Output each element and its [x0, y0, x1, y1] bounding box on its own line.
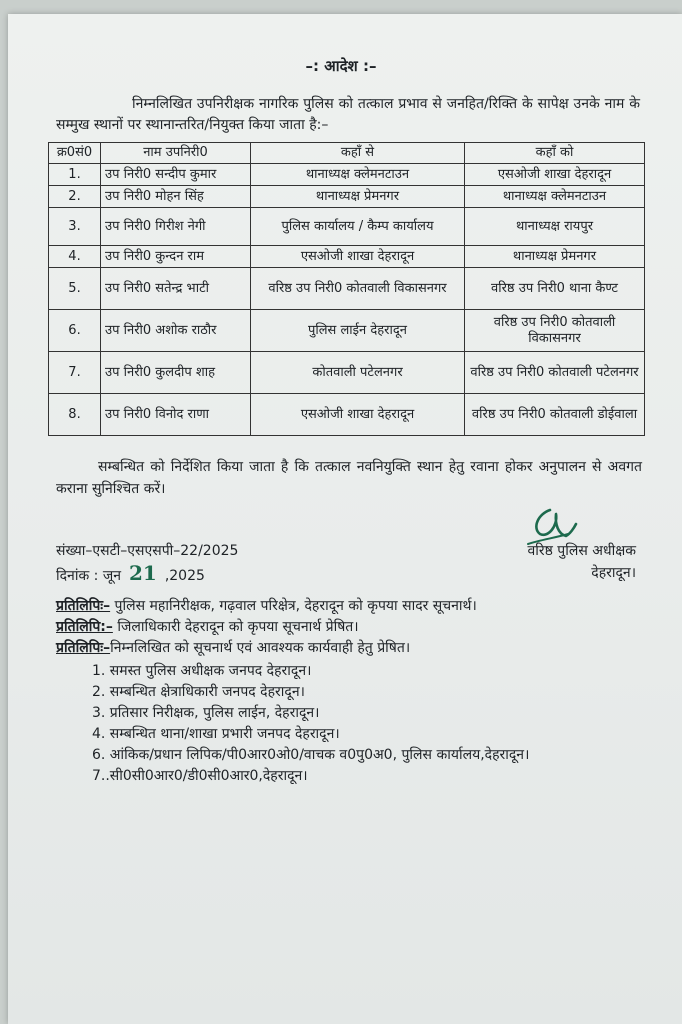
table-row — [49, 208, 645, 246]
copy-label: प्रतिलिपिः– — [56, 640, 111, 656]
copy-line-1 — [56, 596, 656, 617]
closing-paragraph — [56, 456, 642, 500]
cell-serial: 5. — [49, 268, 101, 310]
copy-label: प्रतिलिपिः– — [56, 598, 111, 614]
list-item: 4. सम्बन्धित थाना/शाखा प्रभारी जनपद देहरादून। — [92, 726, 340, 742]
date-label: दिनांक : जून — [56, 568, 121, 584]
copies-block — [56, 596, 656, 787]
cell-name: उप निरी0 कुलदीप शाह — [101, 352, 251, 394]
table-row — [49, 268, 645, 310]
intro-text: निम्नलिखित उपनिरीक्षक नागरिक पुलिस को तत्काल प्रभाव से जनहित/रिक्ति के सापेक्ष उनके नाम के सम्मुख स्थानों पर स्थानान्तरित/नियुक्त किया जाता है:– — [56, 96, 640, 133]
copy-text: पुलिस महानिरीक्षक, गढ़वाल परिक्षेत्र, देहरादून को कृपया सादर सूचनार्थ। — [110, 598, 477, 614]
header-name: नाम उपनिरी0 — [101, 143, 251, 164]
table-row — [49, 394, 645, 436]
cell-to: थानाध्यक्ष प्रेमनगर — [465, 246, 645, 268]
cell-serial: 2. — [49, 186, 101, 208]
intro-paragraph — [56, 94, 640, 136]
transfer-table — [48, 142, 645, 436]
cell-name: उप निरी0 विनोद राणा — [101, 394, 251, 436]
cell-serial: 3. — [49, 208, 101, 246]
date-day: 21 — [128, 561, 157, 585]
list-item: 3. प्रतिसार निरीक्षक, पुलिस लाईन, देहरादून। — [92, 705, 320, 721]
cell-name: उप निरी0 मोहन सिंह — [101, 186, 251, 208]
cell-from: वरिष्ठ उप निरी0 कोतवाली विकासनगर — [251, 268, 465, 310]
cell-name: उप निरी0 गिरीश नेगी — [101, 208, 251, 246]
date-year: ,2025 — [164, 568, 205, 584]
table-row — [49, 186, 645, 208]
cell-name: उप निरी0 सतेन्द्र भाटी — [101, 268, 251, 310]
cell-from: कोतवाली पटेलनगर — [251, 352, 465, 394]
cell-from: थानाध्यक्ष क्लेमनटाउन — [251, 164, 465, 186]
copy-text: निम्नलिखित को सूचनार्थ एवं आवश्यक कार्यवाही हेतु प्रेषित। — [110, 640, 411, 656]
cell-from: पुलिस लाईन देहरादून — [251, 310, 465, 352]
list-item: 6. आंकिक/प्रधान लिपिक/पी0आर0ओ0/वाचक व0पु0अ0, पुलिस कार्यालय,देहरादून। — [92, 747, 530, 763]
signatory-block — [486, 540, 636, 584]
cell-serial: 7. — [49, 352, 101, 394]
cell-to: वरिष्ठ उप निरी0 थाना कैण्ट — [465, 268, 645, 310]
list-item: 7..सी0सी0आर0/डी0सी0आर0,देहरादून। — [92, 768, 308, 784]
copy-line-2 — [56, 617, 656, 638]
copy-line-3 — [56, 638, 656, 659]
header-to: कहाँ को — [465, 143, 645, 164]
cell-from: पुलिस कार्यालय / कैम्प कार्यालय — [251, 208, 465, 246]
cell-from: एसओजी शाखा देहरादून — [251, 394, 465, 436]
reference-block — [56, 540, 238, 587]
reference-number: संख्या–एसटी–एसएसपी–22/2025 — [56, 543, 239, 559]
list-item: 1. समस्त पुलिस अधीक्षक जनपद देहरादून। — [92, 663, 312, 679]
table-row — [49, 164, 645, 186]
header-serial: क्र0सं0 — [49, 143, 101, 164]
cell-from: एसओजी शाखा देहरादून — [251, 246, 465, 268]
cell-name: उप निरी0 अशोक राठौर — [101, 310, 251, 352]
cell-serial: 4. — [49, 246, 101, 268]
table-header-row — [49, 143, 645, 164]
header-from: कहाँ से — [251, 143, 465, 164]
cell-to: वरिष्ठ उप निरी0 कोतवाली डोईवाला — [465, 394, 645, 436]
list-item: 2. सम्बन्धित क्षेत्राधिकारी जनपद देहरादून। — [92, 684, 305, 700]
cell-serial: 1. — [49, 164, 101, 186]
signatory-place: देहरादून। — [591, 565, 636, 581]
cell-to: थानाध्यक्ष क्लेमनटाउन — [465, 186, 645, 208]
cell-name: उप निरी0 कुन्दन राम — [101, 246, 251, 268]
order-heading: –: आदेश :– — [305, 57, 377, 75]
cell-to: वरिष्ठ उप निरी0 कोतवाली विकासनगर — [465, 310, 645, 352]
closing-text: सम्बन्धित को निर्देशित किया जाता है कि तत्काल नवनियुक्ति स्थान हेतु रवाना होकर अनुपालन से अवगत कराना सुनिश्चित करें। — [56, 459, 642, 497]
signatory-designation: वरिष्ठ पुलिस अधीक्षक — [527, 543, 636, 559]
cell-serial: 6. — [49, 310, 101, 352]
copy-text: जिलाधिकारी देहरादून को कृपया सूचनार्थ प्रेषित। — [112, 619, 359, 635]
cell-name: उप निरी0 सन्दीप कुमार — [101, 164, 251, 186]
cell-to: एसओजी शाखा देहरादून — [465, 164, 645, 186]
cell-to: थानाध्यक्ष रायपुर — [465, 208, 645, 246]
reference-date — [56, 562, 238, 587]
table-row — [49, 246, 645, 268]
copy-label: प्रतिलिपि:– — [56, 619, 113, 635]
table-row — [49, 310, 645, 352]
cell-to: वरिष्ठ उप निरी0 कोतवाली पटेलनगर — [465, 352, 645, 394]
cell-serial: 8. — [49, 394, 101, 436]
table-row — [49, 352, 645, 394]
copy-recipient-list — [92, 661, 656, 787]
cell-from: थानाध्यक्ष प्रेमनगर — [251, 186, 465, 208]
